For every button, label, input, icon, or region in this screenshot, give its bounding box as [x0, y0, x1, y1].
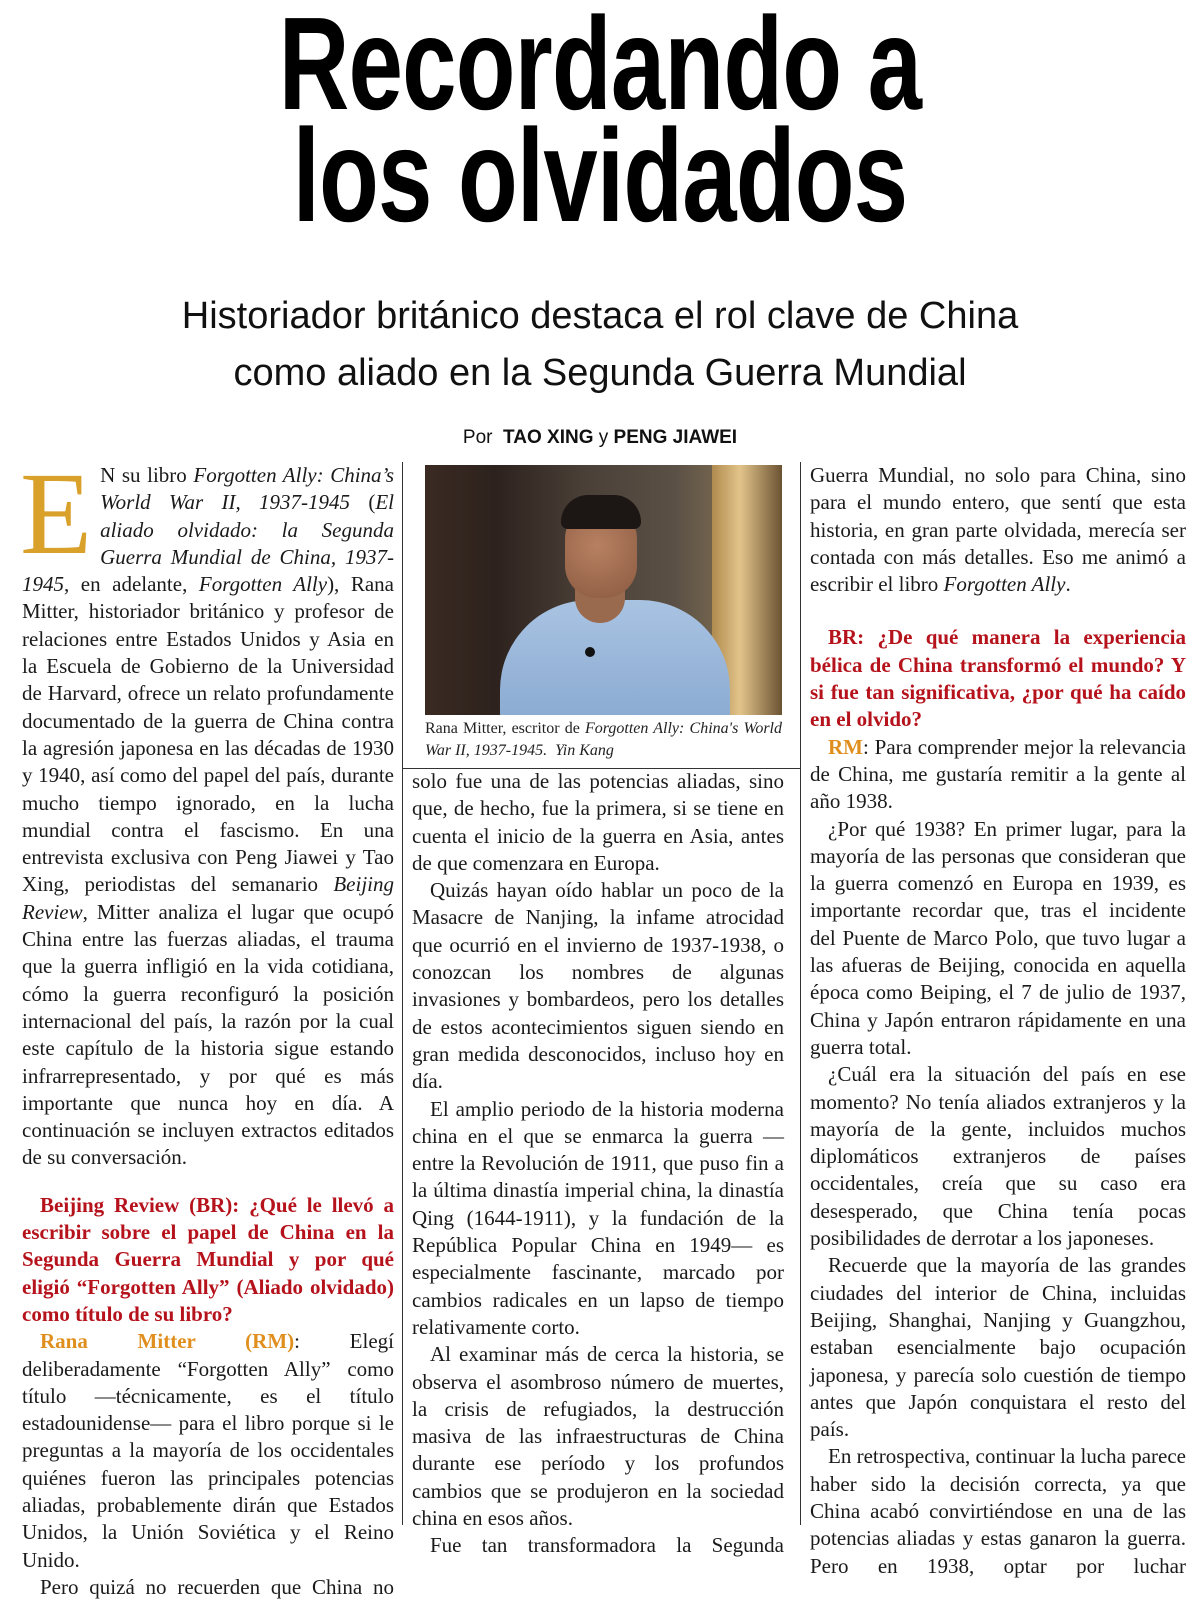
text-run: El amplio periodo de la historia moderna china en el que se enmarca la guerra —entre la Revolución de 1911, que puso fin a la última dinastía imperial china, la dinastía Qing (1644-1911), y la fundación de la República Popular China en 1949— es especialmente fascinante, marcado por cambios radicales en un lapso de tiempo relativamente corto. — [412, 1096, 784, 1339]
article-paragraph — [20, 448, 394, 1172]
text-run: solo fue una de las potencias aliadas, sino que, de hecho, fue la primera, si se tiene en cuenta el inicio de la guerra en Asia, antes de que comenzara en Europa. — [412, 769, 784, 875]
text-run: Fue tan transformadora la Segunda — [430, 1533, 784, 1558]
italic-title: El aliado olvidado: la Segunda Guerra Mundial de China, 1937-1945 — [22, 490, 394, 597]
text-run: , Mitter analiza el lugar que ocupó China entre las fuerzas aliadas, el trauma que la guerra infligió en la vida cotidiana, cómo la guerra reconfiguró la posición internacional del país, la razón por la cual este capítulo de la historia sigue estando infrarrepresentado, y por qué es más importante que nunca hoy en día. A continuación se incluyen extractos editados de su conversación. — [22, 899, 394, 1170]
text-run: N su libro — [100, 463, 194, 487]
text-run: Guerra Mundial, no solo para China, sino para el mundo entero, que sentí que esta historia, en gran parte olvidada, merecía ser contada con más detalles. Eso me animó a escribir el libro — [810, 463, 1186, 597]
article-paragraph — [810, 1061, 1186, 1252]
text-run: Pero quizá no recuerden que China no — [40, 1574, 394, 1599]
interview-question — [810, 624, 1186, 733]
subheadline-line-2: como aliado en la Segunda Guerra Mundial — [233, 352, 967, 394]
text-run: En retrospectiva, continuar la lucha parece haber sido la decisión correcta, ya que China acabó convirtiéndose en una de las potencias aliadas y estas ganaron la guerra. Pero en 1938, optar por luchar — [810, 1444, 1186, 1578]
speaker-label: RM — [828, 734, 863, 759]
byline-prefix: Por — [462, 427, 493, 448]
column-divider — [402, 462, 403, 1525]
headline-line-2: los olvidados — [292, 102, 908, 249]
subheadline-line-1: Historiador británico destaca el rol clave de China — [181, 295, 1019, 337]
speaker-label: Rana Mitter (RM) — [40, 1329, 295, 1354]
article-paragraph — [412, 1096, 784, 1342]
byline-author-2: PENG JIAWEI — [613, 427, 738, 448]
interview-answer — [810, 734, 1186, 816]
photo-credit: Yin Kang — [555, 742, 614, 759]
byline-author-1: TAO XING — [503, 427, 594, 448]
article-paragraph — [412, 877, 784, 1095]
article-column-1 — [20, 448, 394, 1601]
portrait-photo — [425, 465, 782, 715]
text-run: : Para comprender mejor la relevancia de China, me gustaría remitir a la gente al año 1938. — [810, 734, 1186, 814]
byline — [0, 427, 1200, 449]
article-paragraph — [810, 816, 1186, 1062]
text-run: : Elegí deliberadamente “Forgotten Ally” como título —técnicamente, es el título estadounidense— para el libro porque si le preguntas a la mayoría de los occidentales quiénes fueron las principales potencias aliadas, probablemente dirán que Estados Unidos, la Unión Soviética y el Reino Unido. — [22, 1329, 394, 1572]
text-run: ¿Cuál era la situación del país en ese momento? No tenía aliados extranjeros y la mayoría de la gente, incluidos muchos diplomáticos extranjeros de países occidentales, creía que su caso era desesperado, que China tenía pocas posibilidades de derrotar a los japoneses. — [810, 1062, 1186, 1251]
headline — [0, 0, 1200, 249]
text-run: , en adelante, — [64, 572, 199, 597]
text-run: Beijing Review (BR): ¿Qué le llevó a escribir sobre el papel de China en la Segunda Guerra Mundial y por qué eligió “Forgotten Ally” (Aliado olvidado) como título de su libro? — [22, 1192, 394, 1326]
article-paragraph — [22, 1574, 394, 1601]
caption-text: Rana Mitter, escritor de — [425, 720, 585, 737]
interview-question — [22, 1192, 394, 1328]
caption-book-title: Forgotten Ally: China's World War II, 1937-1945. — [425, 720, 782, 759]
article-paragraph — [412, 1341, 784, 1532]
byline-conj: y — [598, 427, 609, 448]
article-paragraph — [810, 1443, 1186, 1579]
microphone-icon — [585, 647, 595, 657]
column-divider — [800, 462, 801, 1525]
headline-line-1: Recordando a — [278, 0, 922, 137]
drop-cap: E — [20, 448, 93, 579]
article-paragraph — [412, 1532, 784, 1559]
text-run: Recuerde que la mayoría de las grandes ciudades del interior de China, incluidas Beijing, Shanghai, Nanjing y Guangzhou, estaban esencialmente bajo ocupación japonesa, y parecía solo cuestión de tiempo antes que Japón conquistara el resto del país. — [810, 1253, 1186, 1442]
text-run: Al examinar más de cerca la historia, se observa el asombroso número de muertes, la crisis de refugiados, la destrucción masiva de las infraestructuras de China durante ese período y los profundos cambios que se produjeron en la sociedad china en esos años. — [412, 1342, 784, 1531]
italic-title: Forgotten Ally — [198, 572, 328, 597]
text-run: Quizás hayan oído hablar un poco de la Masacre de Nanjing, la infame atrocidad que ocurrió en el invierno de 1937-1938, o conozcan los nombres de algunas invasiones y bombardeos, pero los detalles de estos acontecimientos siguen siendo en gran medida desconocidos, incluso hoy en día. — [412, 878, 784, 1094]
article-paragraph — [412, 768, 784, 877]
italic-title: Forgotten Ally — [943, 572, 1066, 597]
text-run: ), Rana Mitter, historiador británico y profesor de relaciones entre Estados Unidos y Asia en la Escuela de Gobierno de la Universidad de Harvard, ofrece un relato profundamente documentado de la guerra de China contra la agresión japonesa en las décadas de 1930 y 1940, así como del papel del país, durante mucho tiempo ignorado, en la lucha mundial contra el fascismo. En una entrevista exclusiva con Peng Jiawei y Tao Xing, periodistas del semanario — [22, 572, 394, 897]
text-run: . — [1065, 572, 1071, 597]
article-column-2 — [412, 768, 784, 1560]
text-run: BR: ¿De qué manera la experiencia bélica de China transformó el mundo? Y si fue tan significativa, ¿por qué ha caído en el olvido? — [810, 625, 1186, 732]
italic-title: Beijing Review — [22, 872, 394, 924]
interview-answer — [22, 1328, 394, 1574]
article-column-3 — [810, 462, 1186, 1580]
photo-caption — [425, 718, 782, 762]
subheadline — [0, 288, 1200, 402]
article-paragraph — [810, 1252, 1186, 1443]
text-run: ( — [350, 490, 376, 515]
article-paragraph — [810, 462, 1186, 598]
text-run: ¿Por qué 1938? En primer lugar, para la mayoría de las personas que consideran que la guerra comenzó en Europa en 1939, es importante recordar que, tras el incidente del Puente de Marco Polo, que tuvo lugar a las afueras de Beijing, conocida en aquella época como Beiping, el 7 de julio de 1937, China y Japón entraron rápidamente en una guerra total. — [810, 816, 1186, 1059]
italic-title: Forgotten Ally: China’s World War II, 1937-1945 — [100, 463, 394, 515]
